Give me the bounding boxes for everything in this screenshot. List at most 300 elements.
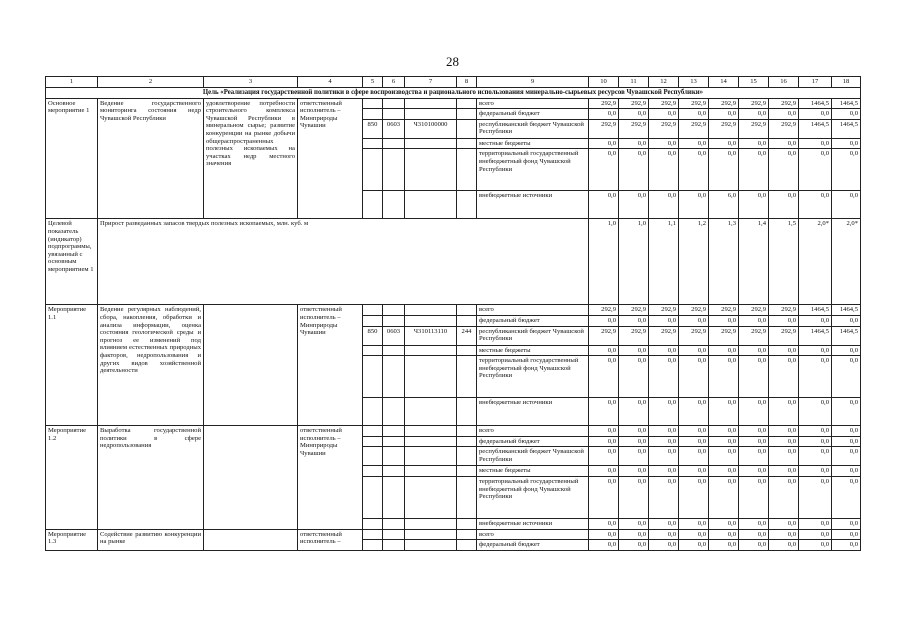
value-cell: 1464,5	[832, 119, 861, 138]
value-cell: 0,0	[832, 345, 861, 356]
value-cell: 0,0	[799, 398, 832, 426]
budget-code	[363, 447, 383, 466]
value-cell: 0,0	[649, 518, 679, 529]
event-responsible: ответственный исполнитель – Минприроды Чувашии	[298, 426, 363, 529]
value-cell: 0,0	[679, 315, 709, 326]
value-cell: 0,0	[832, 447, 861, 466]
program-table	[45, 76, 861, 551]
value-cell: 292,9	[709, 305, 739, 316]
value-cell: 0,0	[769, 315, 799, 326]
value-cell: 0,0	[619, 466, 649, 477]
budget-code	[405, 447, 457, 466]
budget-code	[405, 305, 457, 316]
value-cell: 292,9	[679, 326, 709, 345]
column-header: 14	[709, 77, 739, 88]
event-responsible: ответственный исполнитель – Минприроды Чувашии	[298, 98, 363, 219]
budget-code	[405, 398, 457, 426]
budget-code	[457, 518, 477, 529]
value-cell: 0,0	[739, 315, 769, 326]
value-cell: 1464,5	[832, 305, 861, 316]
value-cell: 0,0	[679, 426, 709, 437]
indicator-value: 1,1	[649, 219, 679, 305]
value-cell: 0,0	[619, 447, 649, 466]
value-cell: 292,9	[679, 119, 709, 138]
value-cell: 0,0	[589, 191, 619, 219]
budget-code	[457, 305, 477, 316]
value-cell: 0,0	[709, 426, 739, 437]
budget-code: 0603	[383, 119, 405, 138]
funding-source: территориальный государственный внебюджетный фонд Чувашской Республики	[477, 476, 589, 518]
budget-code	[363, 345, 383, 356]
value-cell: 0,0	[799, 426, 832, 437]
value-cell: 0,0	[589, 345, 619, 356]
event-name: Ведение государственного мониторинга состояния недр Чувашской Республики	[98, 98, 204, 219]
value-cell: 0,0	[769, 356, 799, 398]
value-cell: 0,0	[769, 109, 799, 120]
value-cell: 6,0	[709, 191, 739, 219]
budget-code: 244	[457, 326, 477, 345]
value-cell: 292,9	[619, 326, 649, 345]
value-cell: 0,0	[619, 149, 649, 191]
budget-code	[457, 138, 477, 149]
value-cell: 0,0	[799, 466, 832, 477]
value-cell: 0,0	[739, 476, 769, 518]
value-cell: 0,0	[799, 138, 832, 149]
budget-code	[363, 529, 383, 540]
column-header: 15	[739, 77, 769, 88]
value-cell: 0,0	[649, 447, 679, 466]
budget-code	[457, 466, 477, 477]
budget-code	[457, 98, 477, 109]
funding-source: федеральный бюджет	[477, 436, 589, 447]
budget-code	[383, 305, 405, 316]
budget-code	[457, 540, 477, 551]
budget-code	[405, 529, 457, 540]
column-header: 18	[832, 77, 861, 88]
event-name: Выработка государственной политики в сфере недропользования	[98, 426, 204, 529]
indicator-value: 1,3	[709, 219, 739, 305]
value-cell: 0,0	[619, 345, 649, 356]
budget-code	[457, 315, 477, 326]
event-name: Ведение регулярных наблюдений, сбора, накопления, обработки и анализа информации, оценка состояния геологической среды и прогноз ее изменений под влиянием естественных природных факторов, недропользования и других видов хозяйственной деятельности	[98, 305, 204, 426]
value-cell: 0,0	[679, 476, 709, 518]
budget-code	[363, 436, 383, 447]
value-cell: 0,0	[679, 149, 709, 191]
budget-code	[405, 426, 457, 437]
column-header: 7	[405, 77, 457, 88]
event-responsible: ответственный исполнитель – Минприроды Чувашии	[298, 305, 363, 426]
indicator-value: 1,0	[619, 219, 649, 305]
event-target	[204, 426, 298, 529]
value-cell: 0,0	[739, 138, 769, 149]
value-cell: 292,9	[739, 305, 769, 316]
value-cell: 0,0	[769, 436, 799, 447]
budget-code	[383, 98, 405, 109]
value-cell: 0,0	[679, 109, 709, 120]
value-cell: 0,0	[832, 426, 861, 437]
value-cell: 0,0	[799, 345, 832, 356]
value-cell: 0,0	[619, 138, 649, 149]
value-cell: 292,9	[739, 326, 769, 345]
event-label: Мероприятие 1.2	[46, 426, 98, 529]
value-cell: 0,0	[769, 398, 799, 426]
value-cell: 292,9	[589, 326, 619, 345]
value-cell: 292,9	[619, 305, 649, 316]
value-cell: 0,0	[679, 518, 709, 529]
value-cell: 0,0	[709, 447, 739, 466]
value-cell: 1464,5	[832, 98, 861, 109]
column-header: 13	[679, 77, 709, 88]
value-cell: 0,0	[589, 540, 619, 551]
value-cell: 0,0	[799, 191, 832, 219]
value-cell: 1464,5	[799, 326, 832, 345]
budget-code: Ч310113110	[405, 326, 457, 345]
budget-code	[383, 447, 405, 466]
value-cell: 292,9	[619, 119, 649, 138]
value-cell: 0,0	[589, 476, 619, 518]
budget-code	[457, 529, 477, 540]
event-target: удовлетворение потребности строительного комплекса Чувашской Республики в минеральном сырье; развитие конкуренции на рынке добычи общераспространенных полезных ископаемых на участках недр местного значения	[204, 98, 298, 219]
value-cell: 0,0	[769, 518, 799, 529]
value-cell: 0,0	[679, 466, 709, 477]
value-cell: 292,9	[709, 326, 739, 345]
column-header: 17	[799, 77, 832, 88]
value-cell: 0,0	[709, 518, 739, 529]
budget-code	[457, 345, 477, 356]
value-cell: 292,9	[769, 119, 799, 138]
value-cell: 0,0	[739, 109, 769, 120]
value-cell: 0,0	[619, 191, 649, 219]
value-cell: 0,0	[739, 356, 769, 398]
value-cell: 292,9	[769, 305, 799, 316]
value-cell: 0,0	[799, 436, 832, 447]
budget-code	[405, 436, 457, 447]
funding-source: внебюджетные источники	[477, 191, 589, 219]
value-cell: 0,0	[589, 466, 619, 477]
value-cell: 0,0	[649, 138, 679, 149]
value-cell: 0,0	[619, 315, 649, 326]
value-cell: 0,0	[769, 466, 799, 477]
value-cell: 1464,5	[832, 326, 861, 345]
budget-code	[363, 398, 383, 426]
event-label: Мероприятие 1.3	[46, 529, 98, 550]
value-cell: 292,9	[589, 98, 619, 109]
budget-code	[363, 305, 383, 316]
column-header: 12	[649, 77, 679, 88]
budget-code: 850	[363, 119, 383, 138]
budget-code	[405, 518, 457, 529]
budget-code	[363, 356, 383, 398]
value-cell: 1464,5	[799, 98, 832, 109]
funding-source: территориальный государственный внебюджетный фонд Чувашской Республики	[477, 356, 589, 398]
funding-source: всего	[477, 98, 589, 109]
budget-code	[383, 426, 405, 437]
budget-code	[363, 149, 383, 191]
value-cell: 0,0	[739, 529, 769, 540]
value-cell: 292,9	[769, 98, 799, 109]
value-cell: 0,0	[709, 149, 739, 191]
value-cell: 0,0	[619, 476, 649, 518]
value-cell: 0,0	[649, 149, 679, 191]
value-cell: 292,9	[589, 305, 619, 316]
value-cell: 0,0	[649, 540, 679, 551]
value-cell: 0,0	[679, 356, 709, 398]
funding-source: местные бюджеты	[477, 466, 589, 477]
budget-code	[363, 315, 383, 326]
value-cell: 0,0	[832, 398, 861, 426]
value-cell: 292,9	[739, 119, 769, 138]
indicator-value: 2,0*	[799, 219, 832, 305]
value-cell: 0,0	[709, 476, 739, 518]
value-cell: 0,0	[679, 345, 709, 356]
value-cell: 0,0	[619, 518, 649, 529]
value-cell: 292,9	[649, 119, 679, 138]
value-cell: 0,0	[589, 398, 619, 426]
event-name: Содействие развитию конкуренции на рынке	[98, 529, 204, 550]
value-cell: 0,0	[739, 518, 769, 529]
budget-code	[383, 109, 405, 120]
budget-code	[383, 138, 405, 149]
funding-source: внебюджетные источники	[477, 518, 589, 529]
budget-code	[457, 436, 477, 447]
value-cell: 0,0	[589, 447, 619, 466]
value-cell: 0,0	[649, 315, 679, 326]
indicator-text: Прирост разведанных запасов твердых полезных ископаемых, млн. куб. м	[98, 219, 589, 305]
column-header: 9	[477, 77, 589, 88]
budget-code	[405, 98, 457, 109]
goal-title: Цель «Реализация государственной политики в сфере воспроизводства и рационального использования минерально-сырьевых ресурсов Чувашской Республики»	[46, 88, 861, 99]
budget-code	[383, 191, 405, 219]
value-cell: 292,9	[739, 98, 769, 109]
funding-source: территориальный государственный внебюджетный фонд Чувашской Республики	[477, 149, 589, 191]
column-header: 2	[98, 77, 204, 88]
value-cell: 0,0	[649, 476, 679, 518]
value-cell: 292,9	[679, 98, 709, 109]
indicator-value: 1,5	[769, 219, 799, 305]
indicator-value: 1,0	[589, 219, 619, 305]
value-cell: 292,9	[709, 98, 739, 109]
column-header: 4	[298, 77, 363, 88]
budget-code	[383, 356, 405, 398]
column-header: 3	[204, 77, 298, 88]
budget-code	[457, 149, 477, 191]
value-cell: 0,0	[589, 436, 619, 447]
value-cell: 0,0	[832, 476, 861, 518]
budget-code	[363, 540, 383, 551]
value-cell: 0,0	[649, 426, 679, 437]
value-cell: 0,0	[619, 436, 649, 447]
budget-code	[405, 356, 457, 398]
page-number: 28	[446, 54, 459, 69]
budget-code	[405, 315, 457, 326]
value-cell: 0,0	[679, 398, 709, 426]
budget-code	[457, 447, 477, 466]
value-cell: 0,0	[799, 447, 832, 466]
funding-source: республиканский бюджет Чувашской Республики	[477, 119, 589, 138]
main_event-row	[46, 98, 861, 109]
budget-code	[363, 109, 383, 120]
value-cell: 0,0	[769, 149, 799, 191]
funding-source: федеральный бюджет	[477, 315, 589, 326]
value-cell: 0,0	[769, 426, 799, 437]
value-cell: 0,0	[589, 315, 619, 326]
budget-code	[383, 149, 405, 191]
value-cell: 0,0	[619, 540, 649, 551]
value-cell: 0,0	[649, 398, 679, 426]
value-cell: 292,9	[769, 326, 799, 345]
funding-source: всего	[477, 529, 589, 540]
budget-code: 0603	[383, 326, 405, 345]
value-cell: 0,0	[739, 436, 769, 447]
budget-code	[383, 476, 405, 518]
event_1_2-row	[46, 426, 861, 437]
budget-code	[363, 191, 383, 219]
funding-source: внебюджетные источники	[477, 398, 589, 426]
indicator-row	[46, 219, 861, 305]
value-cell: 0,0	[679, 540, 709, 551]
value-cell: 0,0	[709, 540, 739, 551]
value-cell: 0,0	[832, 149, 861, 191]
value-cell: 0,0	[739, 149, 769, 191]
value-cell: 0,0	[589, 529, 619, 540]
value-cell: 0,0	[739, 466, 769, 477]
value-cell: 0,0	[679, 436, 709, 447]
value-cell: 0,0	[649, 356, 679, 398]
funding-source: всего	[477, 426, 589, 437]
funding-source: федеральный бюджет	[477, 109, 589, 120]
value-cell: 0,0	[649, 191, 679, 219]
value-cell: 0,0	[649, 466, 679, 477]
indicator-value: 2,0*	[832, 219, 861, 305]
value-cell: 0,0	[619, 398, 649, 426]
budget-code: 850	[363, 326, 383, 345]
budget-code	[383, 540, 405, 551]
value-cell: 0,0	[649, 529, 679, 540]
budget-code	[383, 466, 405, 477]
funding-source: местные бюджеты	[477, 138, 589, 149]
value-cell: 0,0	[832, 540, 861, 551]
value-cell: 0,0	[709, 356, 739, 398]
value-cell: 292,9	[649, 305, 679, 316]
value-cell: 0,0	[619, 426, 649, 437]
budget-code	[457, 119, 477, 138]
value-cell: 0,0	[589, 518, 619, 529]
value-cell: 0,0	[799, 356, 832, 398]
value-cell: 1464,5	[799, 305, 832, 316]
value-cell: 0,0	[679, 191, 709, 219]
budget-code	[363, 98, 383, 109]
funding-source: всего	[477, 305, 589, 316]
value-cell: 0,0	[709, 436, 739, 447]
value-cell: 0,0	[799, 149, 832, 191]
column-header: 6	[383, 77, 405, 88]
budget-code	[383, 529, 405, 540]
value-cell: 0,0	[649, 345, 679, 356]
value-cell: 0,0	[709, 466, 739, 477]
indicator-value: 1,2	[679, 219, 709, 305]
value-cell: 0,0	[709, 345, 739, 356]
value-cell: 292,9	[589, 119, 619, 138]
value-cell: 292,9	[709, 119, 739, 138]
value-cell: 0,0	[799, 540, 832, 551]
value-cell: 0,0	[619, 529, 649, 540]
value-cell: 0,0	[739, 191, 769, 219]
value-cell: 0,0	[769, 191, 799, 219]
budget-code	[383, 398, 405, 426]
value-cell: 0,0	[679, 447, 709, 466]
event_1_1-row	[46, 305, 861, 316]
budget-code	[363, 466, 383, 477]
value-cell: 0,0	[739, 398, 769, 426]
value-cell: 0,0	[832, 109, 861, 120]
column-header: 10	[589, 77, 619, 88]
value-cell: 0,0	[799, 518, 832, 529]
budget-code	[457, 191, 477, 219]
value-cell: 0,0	[739, 447, 769, 466]
value-cell: 0,0	[799, 476, 832, 518]
value-cell: 0,0	[769, 447, 799, 466]
value-cell: 0,0	[832, 518, 861, 529]
value-cell: 292,9	[649, 326, 679, 345]
funding-source: федеральный бюджет	[477, 540, 589, 551]
funding-source: республиканский бюджет Чувашской Республики	[477, 447, 589, 466]
budget-code	[383, 315, 405, 326]
value-cell: 0,0	[769, 529, 799, 540]
budget-code	[457, 109, 477, 120]
funding-source: местные бюджеты	[477, 345, 589, 356]
value-cell: 0,0	[649, 109, 679, 120]
column-header: 5	[363, 77, 383, 88]
budget-code	[383, 518, 405, 529]
budget-code	[405, 149, 457, 191]
budget-code	[457, 426, 477, 437]
budget-code	[405, 191, 457, 219]
value-cell: 0,0	[709, 109, 739, 120]
budget-code	[383, 436, 405, 447]
value-cell: 0,0	[589, 138, 619, 149]
value-cell: 0,0	[709, 398, 739, 426]
budget-code	[405, 466, 457, 477]
value-cell: 0,0	[832, 138, 861, 149]
value-cell: 292,9	[679, 305, 709, 316]
value-cell: 0,0	[832, 315, 861, 326]
value-cell: 0,0	[739, 345, 769, 356]
value-cell: 0,0	[589, 149, 619, 191]
value-cell: 292,9	[619, 98, 649, 109]
column-header: 16	[769, 77, 799, 88]
value-cell: 0,0	[769, 476, 799, 518]
event-label: Мероприятие 1.1	[46, 305, 98, 426]
budget-code	[363, 518, 383, 529]
funding-source: республиканский бюджет Чувашской Республики	[477, 326, 589, 345]
value-cell: 0,0	[799, 315, 832, 326]
value-cell: 0,0	[619, 356, 649, 398]
event_1_3-row	[46, 529, 861, 540]
value-cell: 0,0	[709, 315, 739, 326]
value-cell: 0,0	[709, 529, 739, 540]
value-cell: 0,0	[679, 529, 709, 540]
value-cell: 0,0	[832, 466, 861, 477]
event-target	[204, 305, 298, 426]
value-cell: 0,0	[679, 138, 709, 149]
value-cell: 0,0	[739, 426, 769, 437]
budget-code	[405, 476, 457, 518]
value-cell: 0,0	[832, 356, 861, 398]
value-cell: 0,0	[589, 356, 619, 398]
budget-code	[363, 476, 383, 518]
value-cell: 0,0	[769, 138, 799, 149]
value-cell: 1464,5	[799, 119, 832, 138]
